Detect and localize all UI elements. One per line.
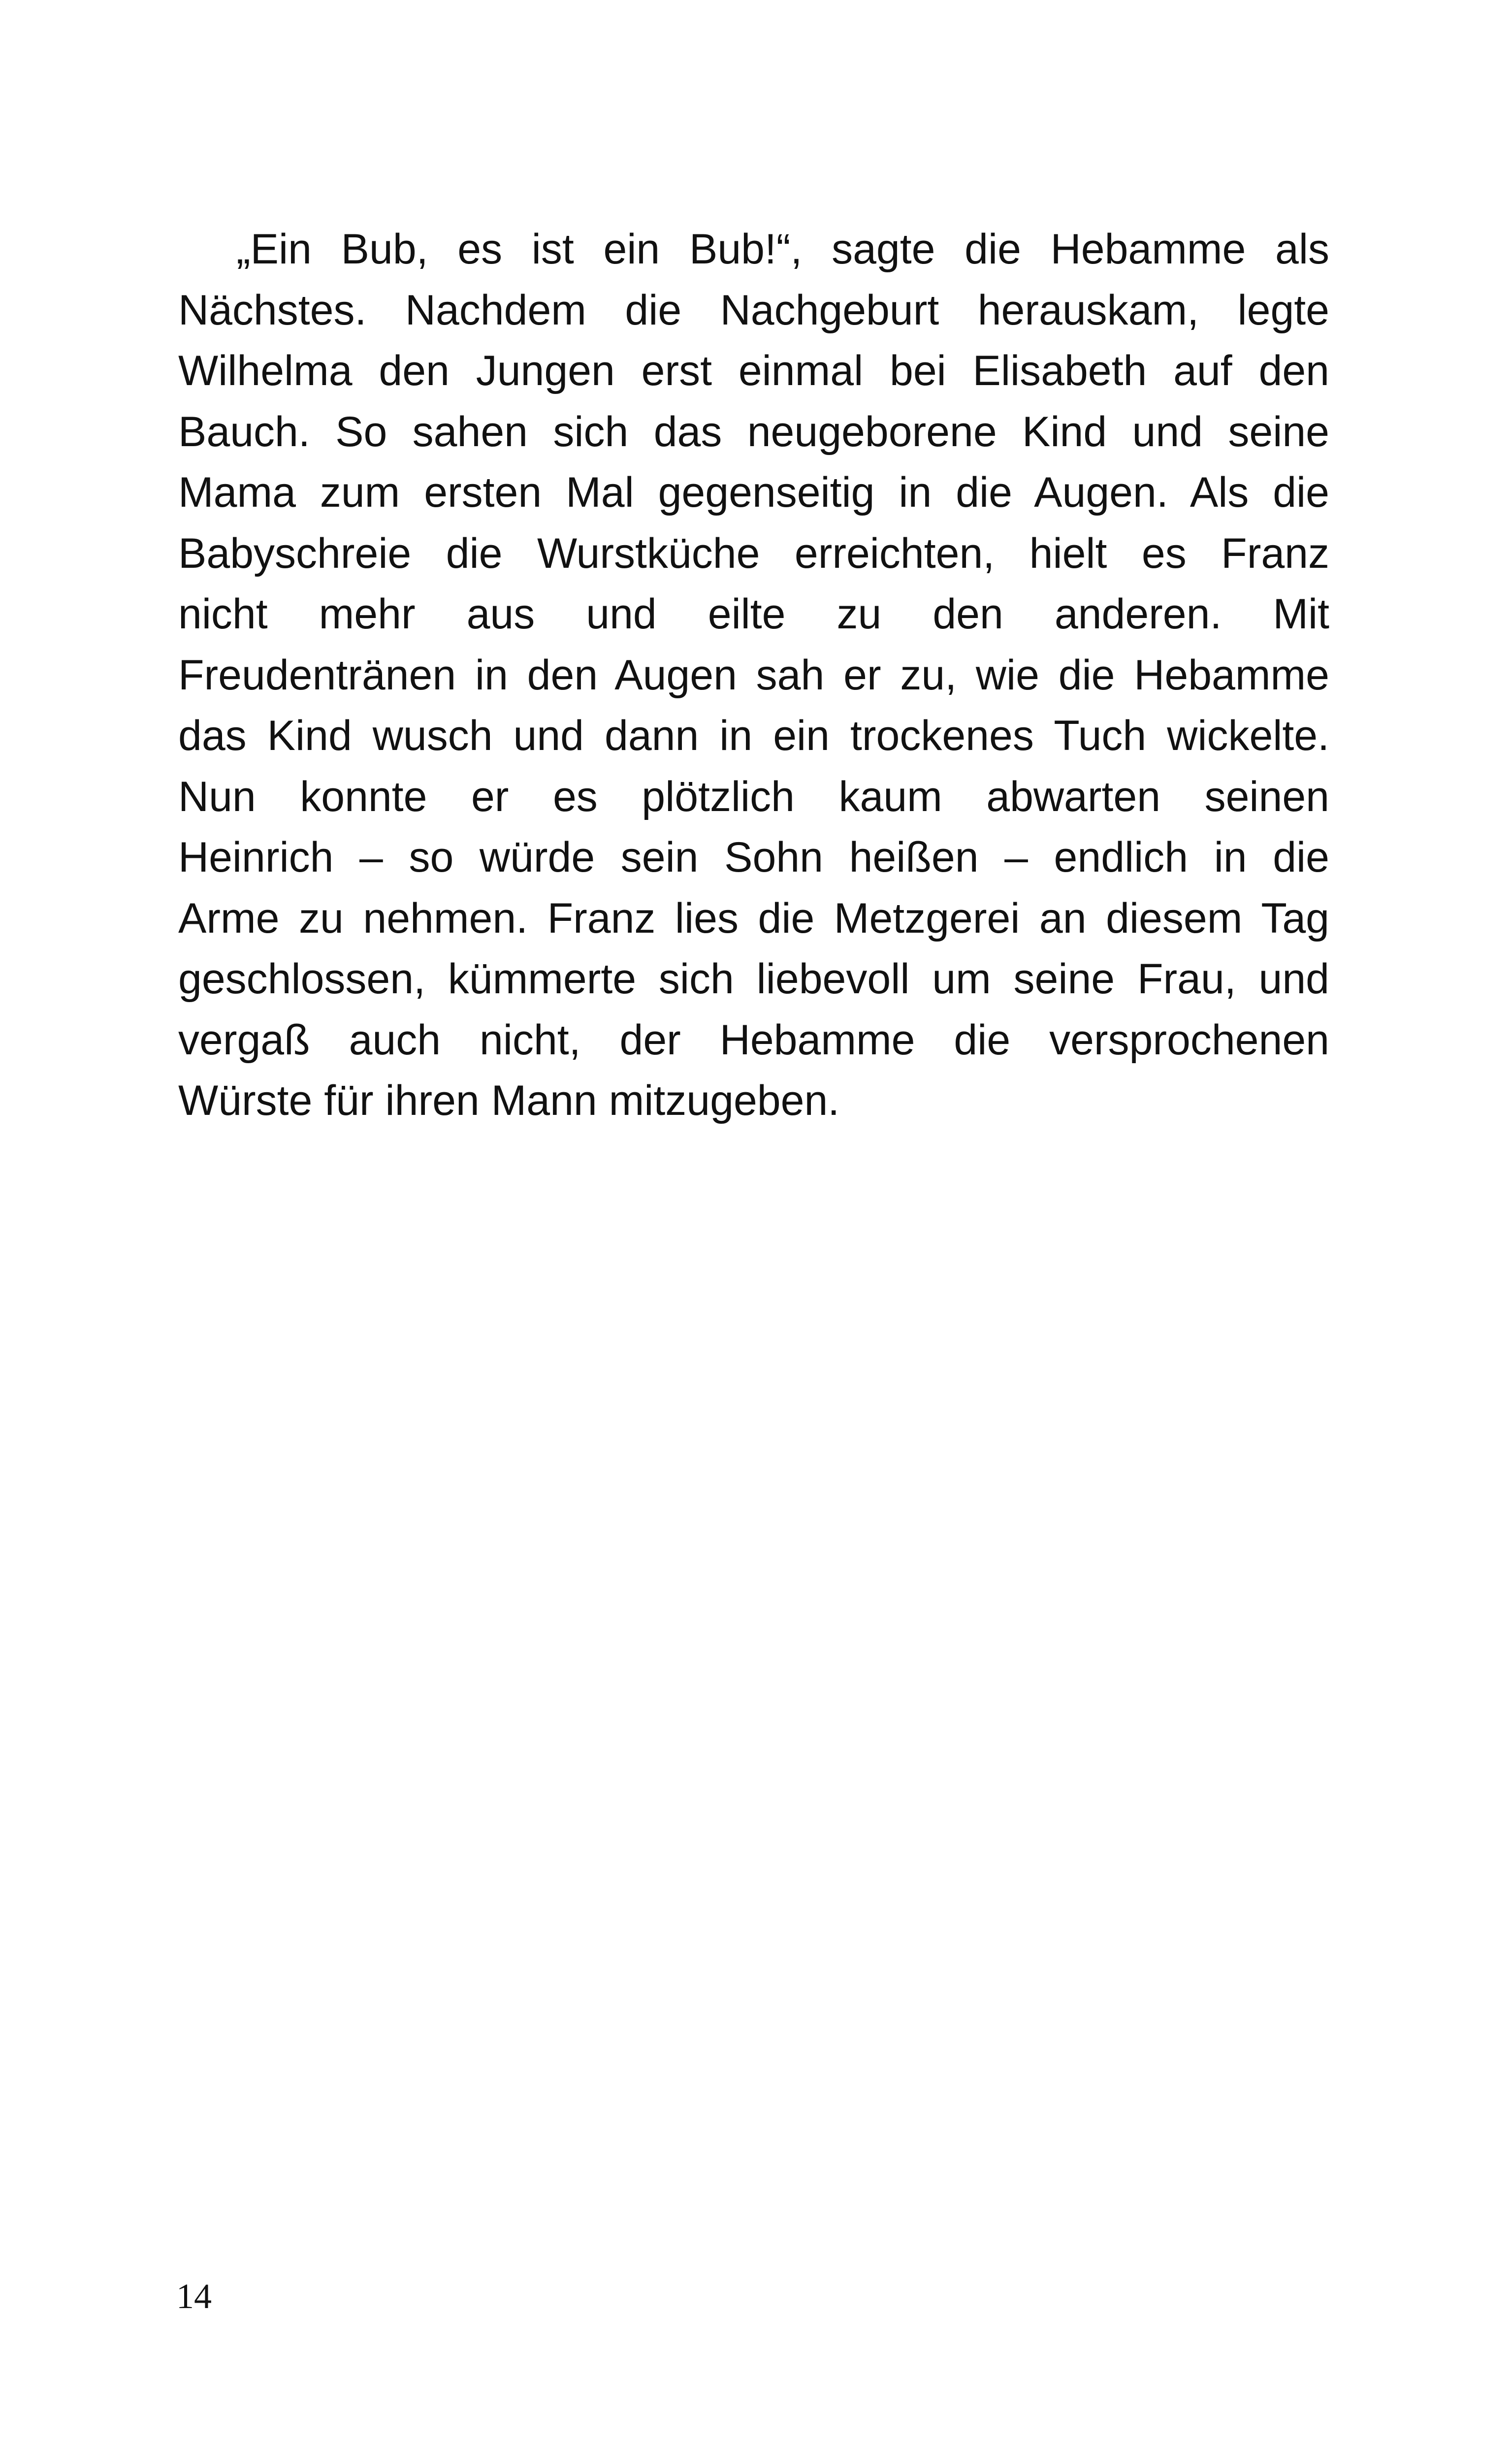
paragraph-line: Babyschreie die Wurstküche erreichten, hielt es Franz [178,529,1329,577]
paragraph-line: Würste für ihren Mann mitzugeben. [178,1077,840,1124]
paragraph-line: Mama zum ersten Mal gegenseitig in die Augen. Als die [178,469,1329,516]
paragraph-line: Arme zu nehmen. Franz lies die Metzgerei an diesem Tag [178,894,1329,942]
paragraph-line: vergaß auch nicht, der Hebamme die versprochenen [178,1016,1329,1064]
paragraph-line: nicht mehr aus und eilte zu den anderen. Mit [178,590,1329,638]
page-number: 14 [176,2277,212,2316]
body-paragraph [178,219,1329,1132]
paragraph-line: das Kind wusch und dann in ein trockenes Tuch wickelte. [178,712,1329,759]
paragraph-line: „Ein Bub, es ist ein Bub!“, sagte die Hebamme als [236,226,1329,273]
paragraph-line: Nun konnte er es plötzlich kaum abwarten seinen [178,773,1329,820]
paragraph-line: Nächstes. Nachdem die Nachgeburt herauskam, legte [178,286,1329,334]
paragraph-line: Wilhelma den Jungen erst einmal bei Elisabeth auf den [178,347,1329,394]
paragraph-line: Bauch. So sahen sich das neugeborene Kind und seine [178,408,1329,456]
paragraph-line: Heinrich – so würde sein Sohn heißen – endlich in die [178,834,1329,881]
paragraph-line: Freudentränen in den Augen sah er zu, wie die Hebamme [178,651,1329,699]
paragraph-line: geschlossen, kümmerte sich liebevoll um seine Frau, und [178,955,1329,1003]
